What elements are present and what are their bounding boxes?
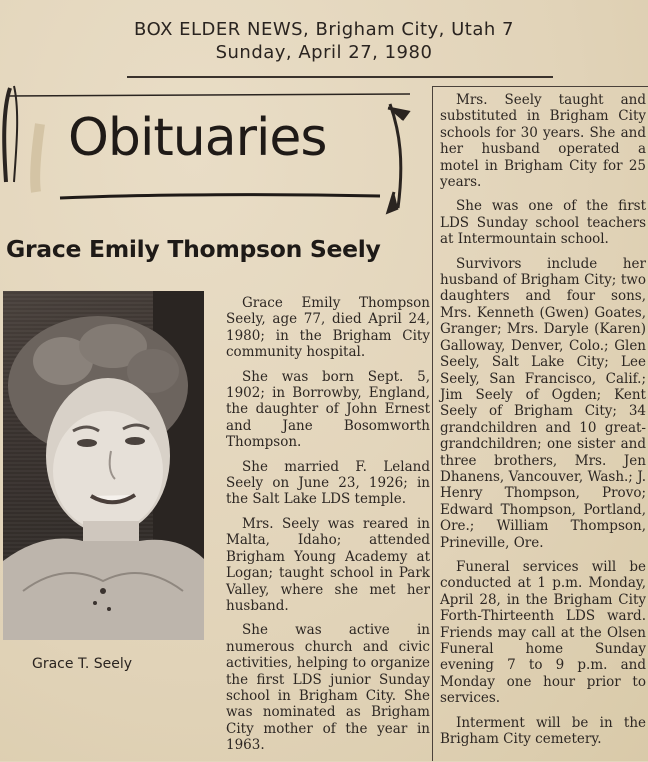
- paragraph: Funeral services will be conducted at 1 p.m. Monday, April 28, in the Brigham City Forth-Thirteenth LDS ward. Friends may call at the Olsen Funeral home Sunday evening 7 to 9 p.m. and Monday one hour prior to services.: [440, 558, 646, 707]
- portrait-illustration: [3, 291, 204, 640]
- obituaries-title: Obituaries: [68, 108, 327, 168]
- obituary-column-2: [440, 92, 646, 755]
- masthead-rule: [127, 76, 553, 78]
- column-top-rule: [432, 86, 648, 87]
- photo-caption: Grace T. Seely: [32, 656, 133, 672]
- paragraph: Mrs. Seely taught and substituted in Brigham City schools for 30 years. She and her husband operated a motel in Brigham City for 25 years.: [440, 92, 646, 191]
- masthead-date: Sunday, April 27, 1980: [215, 42, 433, 63]
- obituary-headline: Grace Emily Thompson Seely: [6, 235, 381, 263]
- masthead-paper-name: BOX ELDER NEWS, Brigham City, Utah 7: [134, 19, 514, 40]
- column-divider: [432, 86, 433, 761]
- paragraph: Survivors include her husband of Brigham City; two daughters and four sons, Mrs. Kenneth (Gwen) Goates, Granger; Mrs. Daryle (Karen) Galloway, Denver, Colo.; Glen Seely, Salt Lake City; Lee Seely, San Francisco, Calif.; Jim Seely of Ogden; Kent Seely of Brigham City; 34 grandchildren and 10 great-grandchildren; one sister and three brothers, Mrs. Jen Dhanens, Vancouver, Wash.; J. Henry Thompson, Provo; Edward Thompson, Portland, Ore.; William Thompson, Prineville, Ore.: [440, 255, 646, 551]
- obituary-column-1: [226, 295, 430, 762]
- paragraph: Interment will be in the Brigham City cemetery.: [440, 714, 646, 748]
- portrait-photo: [3, 291, 204, 640]
- paragraph: She married F. Leland Seely on June 23, 1926; in the Salt Lake LDS temple.: [226, 458, 430, 508]
- paragraph: She was active in numerous church and civic activities, helping to organize the first LDS junior Sunday school in Brigham City. She was nominated as Brigham City mother of the year in 1963.: [226, 622, 430, 754]
- paragraph: Mrs. Seely was reared in Malta, Idaho; attended Brigham Young Academy at Logan; taught school in Park Valley, where she met her husband.: [226, 515, 430, 614]
- paragraph: Grace Emily Thompson Seely, age 77, died April 24, 1980; in the Brigham City community hospital.: [226, 295, 430, 361]
- paragraph: She was one of the first LDS Sunday school teachers at Intermountain school.: [440, 198, 646, 248]
- paragraph: She was born Sept. 5, 1902; in Borrowby, England, the daughter of John Ernest and Jane Bosomworth Thompson.: [226, 368, 430, 451]
- masthead: [0, 18, 648, 64]
